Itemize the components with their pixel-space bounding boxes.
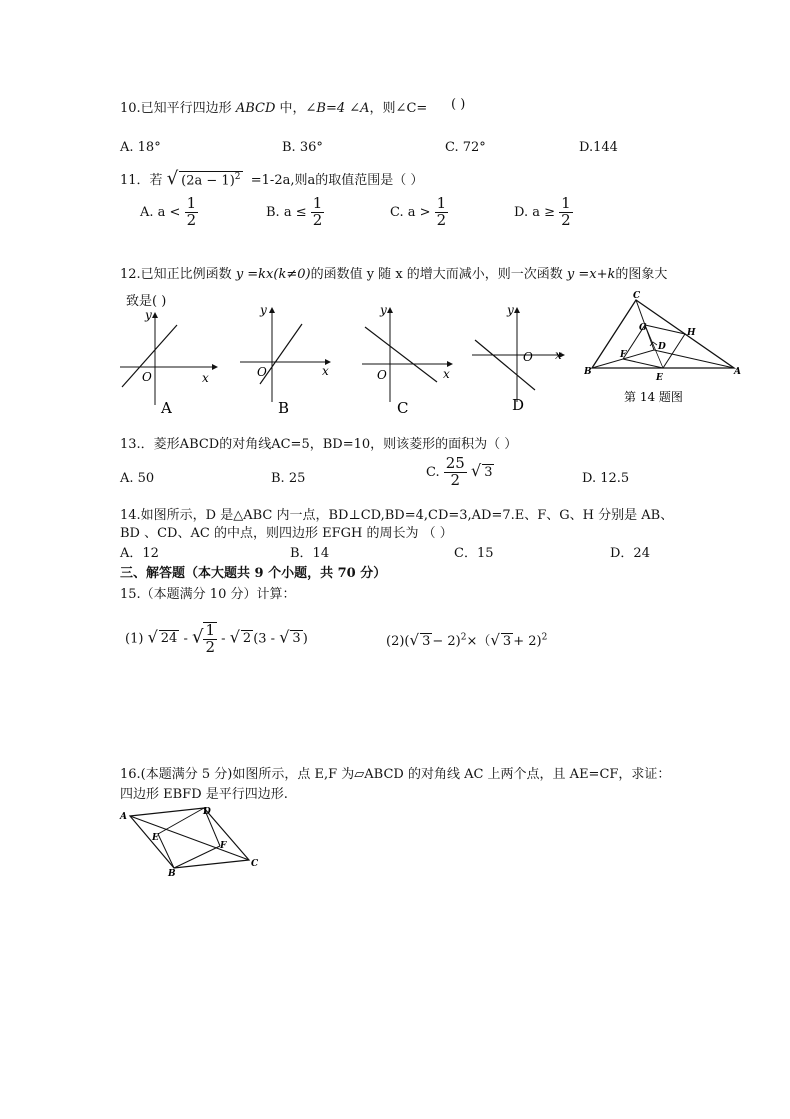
axis-y-label: y (260, 305, 267, 317)
point-b-label: B (168, 869, 176, 877)
q10-option-a: A. 18° (120, 140, 161, 155)
fraction-half: $\frac{1}{2}$ (205, 621, 216, 656)
q16-stem-line1: 16.(本题满分 5 分)如图所示，点 E,F 为▱ABCD 的对角线 AC 上两个点，且 AE=CF，求证： (120, 767, 671, 782)
q15-stem: 15.（本题满分 10 分）计算： (120, 587, 296, 602)
q14-stem-line2: BD 、CD、AC 的中点，则四边形 EFGH 的周长为 （ ） (120, 526, 453, 541)
origin-label: O (142, 370, 152, 384)
fraction-25-over-2: $\frac{25}{2}$ (445, 454, 465, 489)
point-a-label: A (734, 367, 741, 377)
q12-stem-line2: 致是( ) (126, 294, 167, 309)
point-d-label: D (658, 342, 666, 352)
figure-16 (116, 802, 266, 877)
q12-stem-line1: 12.已知正比例函数 y =kx(k≠0)的函数值 y 随 x 的增大而减小，则一次函数 y =x+k的图象大 (120, 267, 668, 282)
axis-x-label: x (443, 367, 450, 381)
point-b-label: B (584, 367, 592, 377)
origin-label: O (257, 365, 267, 379)
graph-a-label: A (161, 399, 172, 417)
sqrt-symbol: √ (166, 168, 179, 189)
graph-d (472, 305, 564, 414)
sqrt-symbol: √ (471, 460, 482, 480)
point-e-label: E (656, 373, 663, 383)
q11-option-a: A. a < $\frac{1}{2}$ (140, 194, 197, 229)
point-g-label: G (639, 323, 647, 333)
point-f-label: F (220, 841, 227, 851)
q11-option-c: C. a > $\frac{1}{2}$ (390, 194, 447, 229)
point-a-label: A (120, 812, 127, 822)
q12-graphs (112, 305, 592, 420)
fraction-half: $\frac{1}{2}$ (561, 194, 571, 229)
q13-option-b: B. 25 (271, 471, 306, 486)
q10-option-d: D.144 (579, 140, 618, 155)
graph-c-line (365, 327, 437, 382)
q14-option-b: B．14 (290, 546, 330, 561)
q10-option-b: B. 36° (282, 140, 323, 155)
axis-y-label: y (380, 305, 387, 317)
q13-stem: 13.．菱形ABCD的对角线AC=5，BD=10，则该菱形的面积为（ ） (120, 437, 518, 452)
fraction-half: $\frac{1}{2}$ (312, 194, 323, 229)
graph-d-label: D (512, 396, 525, 414)
origin-label: O (377, 368, 387, 382)
point-h-label: H (687, 328, 696, 338)
point-e-label: E (152, 833, 159, 843)
q11-radicand: $(2a - 1)^2$ (181, 171, 241, 188)
point-d-label: D (203, 807, 211, 817)
q11-option-b: B. a ≤ $\frac{1}{2}$ (266, 194, 323, 229)
graph-b-label: B (278, 399, 290, 417)
axis-x-label: x (202, 371, 209, 385)
axis-x-label: x (555, 348, 562, 362)
figure-14-caption: 第 14 题图 (624, 390, 683, 404)
q14-option-c: C．15 (454, 546, 494, 561)
q15-part2: (2)(√ 3 − 2)$^2$×（√ 3 + 2)$^2$ (386, 631, 548, 649)
q13-option-d: D. 12.5 (582, 471, 630, 486)
graph-a (120, 308, 217, 417)
q14-option-d: D．24 (610, 546, 650, 561)
point-f-label: F (620, 350, 627, 360)
q15-part1: (1) √ 24 - √ $\frac{1}{2}$ - √ 2 (3 - √ 3 ) (125, 621, 308, 656)
section-3-title: 三、解答题（本大题共 9 个小题，共 70 分） (120, 566, 387, 581)
graph-c (362, 305, 452, 417)
fraction-half: $\frac{1}{2}$ (436, 194, 447, 229)
q10-stem: 10.已知平行四边形 ABCD 中，∠B=4 ∠A，则∠C= (120, 101, 428, 116)
point-c-label: C (633, 291, 641, 301)
graph-d-line (475, 340, 535, 390)
q13-option-c: C. $\frac{25}{2}$ √ 3 (426, 454, 493, 489)
origin-label: O (523, 350, 533, 364)
q11-option-d: D. a ≥ $\frac{1}{2}$ (514, 194, 571, 229)
q10-answer-paren: ( ) (451, 97, 466, 112)
figure-14 (584, 290, 744, 410)
graph-b (240, 305, 330, 417)
q16-stem-line2: 四边形 EBFD 是平行四边形. (120, 787, 288, 802)
fraction-half: $\frac{1}{2}$ (186, 194, 197, 229)
axis-y-label: y (145, 308, 152, 322)
q13-option-a: A. 50 (120, 471, 155, 486)
q14-stem-line1: 14.如图所示，D 是△ABC 内一点，BD⊥CD,BD=4,CD=3,AD=7.E、F、G、H 分别是 AB、 (120, 508, 674, 523)
q10-option-c: C. 72° (445, 140, 486, 155)
axis-y-label: y (507, 305, 514, 317)
point-c-label: C (251, 859, 259, 869)
q14-option-a: A．12 (120, 546, 159, 561)
q11-stem: 11．若 √ $(2a - 1)^2 =1-2a$,则a的取值范围是（ ） (120, 168, 424, 189)
graph-c-label: C (397, 399, 409, 417)
axis-x-label: x (322, 364, 329, 378)
